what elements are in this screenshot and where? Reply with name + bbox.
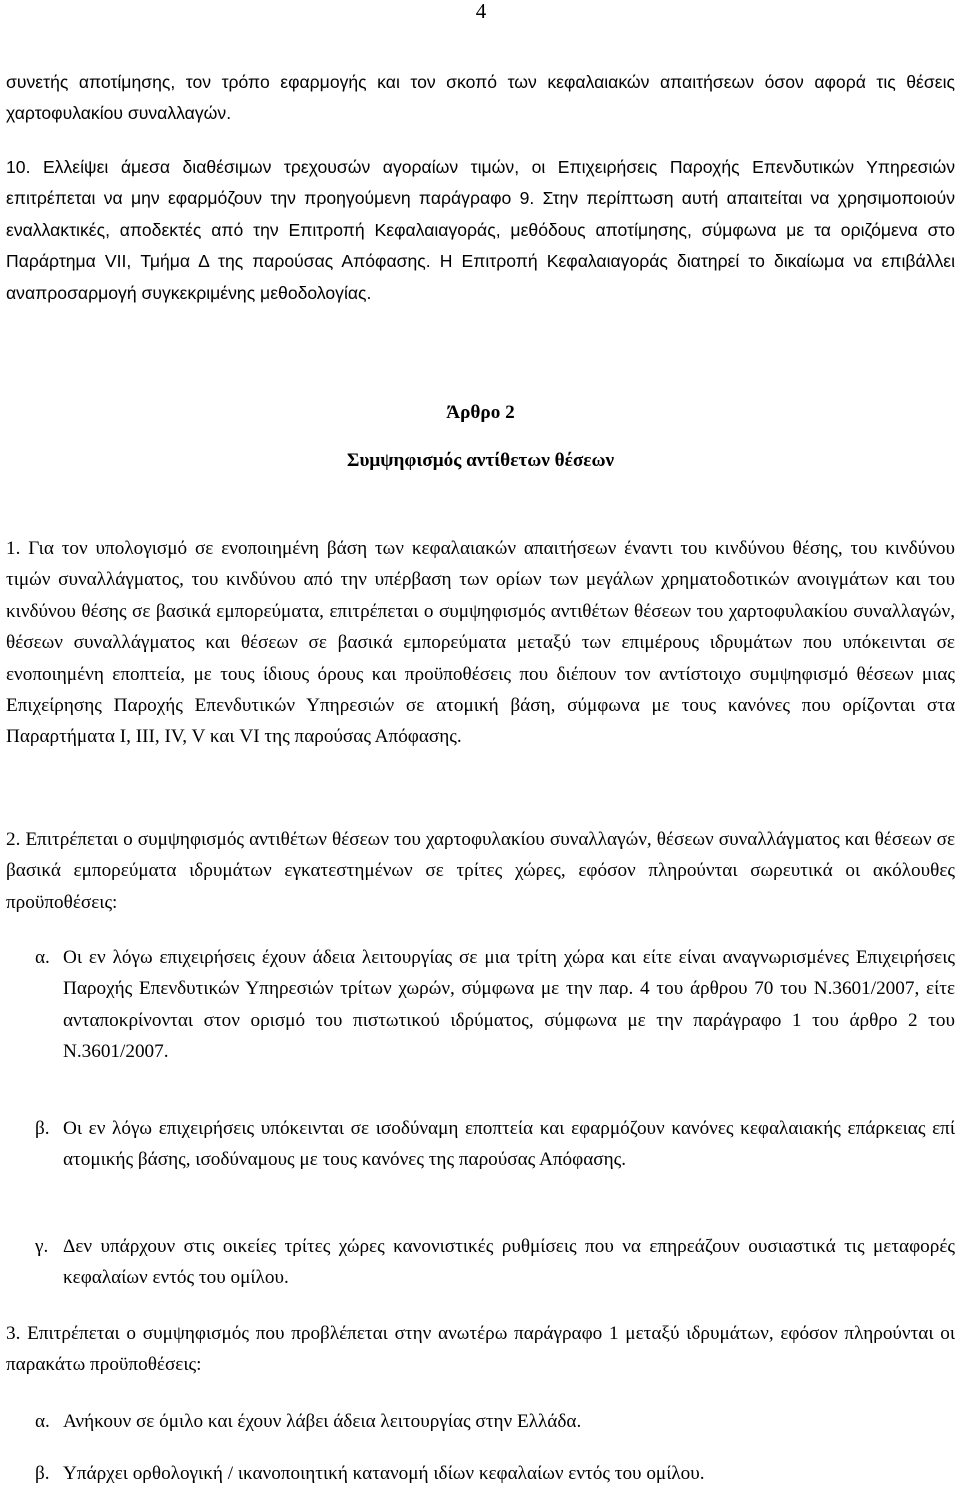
list-item-label: β. [35, 1118, 50, 1139]
list-item-text: Δεν υπάρχουν στις οικείες τρίτες χώρες κανονιστικές ρυθμίσεις που να επηρεάζουν ουσιαστικά τις μεταφορές κεφαλαίων εντός του ομίλου. [63, 1236, 955, 1289]
list-item-label: β. [35, 1463, 50, 1484]
article-title: Συμψηφισμός αντίθετων θέσεων [346, 450, 615, 471]
paragraph-10: 10. Ελλείψει άμεσα διαθέσιμων τρεχουσών αγοραίων τιμών, οι Επιχειρήσεις Παροχής Επενδυτικών Υπηρεσιών επιτρέπεται να μην εφαρμόζουν την προηγούμενη παράγραφο 9. Στην περίπτωση αυτή απαιτείται να χρησιμοποιούν εναλλακτικές, αποδεκτές από την Επιτροπή Κεφαλαιαγοράς, μεθόδους αποτίμησης, σύμφωνα με τα οριζόμενα στο Παράρτημα VII, Τμήμα Δ της παρούσας Απόφασης. Η Επιτροπή Κεφαλαιαγοράς διατηρεί το δικαίωμα να επιβάλλει αναπροσαρμογή συγκεκριμένης μεθοδολογίας. [6, 157, 955, 303]
paragraph-3: 3. Επιτρέπεται ο συμψηφισμός που προβλέπεται στην ανωτέρω παράγραφο 1 μεταξύ ιδρυμάτων, εφόσον πληρούνται οι παρακάτω προϋποθέσεις: [6, 1323, 955, 1376]
list-item-label: α. [35, 1411, 50, 1432]
list-item-label: γ. [35, 1236, 49, 1257]
list-item-label: α. [35, 947, 50, 968]
intro-paragraph: συνετής αποτίμησης, τον τρόπο εφαρμογής και τον σκοπό των κεφαλαιακών απαιτήσεων όσον αφορά τις θέσεις χαρτοφυλακίου συναλλαγών. [6, 72, 955, 124]
paragraph-2: 2. Επιτρέπεται ο συμψηφισμός αντιθέτων θέσεων του χαρτοφυλακίου συναλλαγών, θέσεων συναλλάγματος και θέσεων σε βασικά εμπορεύματα ιδρυμάτων εγκατεστημένων σε τρίτες χώρες, εφόσον πληρούνται σωρευτικά οι ακόλουθες προϋποθέσεις: [6, 829, 955, 913]
list-item-text: Υπάρχει ορθολογική / ικανοποιητική κατανομή ιδίων κεφαλαίων εντός του ομίλου. [63, 1463, 705, 1484]
article-number: Άρθρο 2 [446, 402, 515, 423]
list-item-text: Οι εν λόγω επιχειρήσεις υπόκεινται σε ισοδύναμη εποπτεία και εφαρμόζουν κανόνες κεφαλαιακής επάρκειας επί ατομικής βάσης, ισοδύναμους με τους κανόνες της παρούσας Απόφασης. [63, 1118, 955, 1171]
paragraph-1: 1. Για τον υπολογισμό σε ενοποιημένη βάση των κεφαλαιακών απαιτήσεων έναντι του κινδύνου θέσης, του κινδύνου τιμών συναλλάγματος, του κινδύνου από την υπέρβαση των ορίων των μεγάλων χρηματοδοτικών ανοιγμάτων και του κινδύνου θέσης σε βασικά εμπορεύματα, επιτρέπεται ο συμψηφισμός αντιθέτων θέσεων του χαρτοφυλακίου συναλλαγών, θέσεων συναλλάγματος και θέσεων σε βασικά εμπορεύματα μεταξύ των επιμέρους ιδρυμάτων που υπόκεινται σε ενοποιημένη εποπτεία, με τους ίδιους όρους και προϋποθέσεις που διέπουν τον αντίστοιχο συμψηφισμό θέσεων μιας Επιχείρησης Παροχής Επενδυτικών Υπηρεσιών σε ατομική βάση, σύμφωνα με τους κανόνες που ορίζονται στα Παραρτήματα I, III, IV, V και VI της παρούσας Απόφασης. [6, 538, 955, 748]
list-item-text: Ανήκουν σε όμιλο και έχουν λάβει άδεια λειτουργίας στην Ελλάδα. [63, 1411, 582, 1432]
list-item-text: Οι εν λόγω επιχειρήσεις έχουν άδεια λειτουργίας σε μια τρίτη χώρα και είτε είναι αναγνωρισμένες Επιχειρήσεις Παροχής Επενδυτικών Υπηρεσιών τρίτων χωρών, σύμφωνα με την παρ. 4 του άρθρου 70 του Ν.3601/2007, είτε ανταποκρίνονται στον ορισμό του πιστωτικού ιδρύματος, σύμφωνα με την παράγραφο 1 του άρθρο 2 του Ν.3601/2007. [63, 947, 955, 1063]
page-number: 4 [475, 0, 487, 23]
